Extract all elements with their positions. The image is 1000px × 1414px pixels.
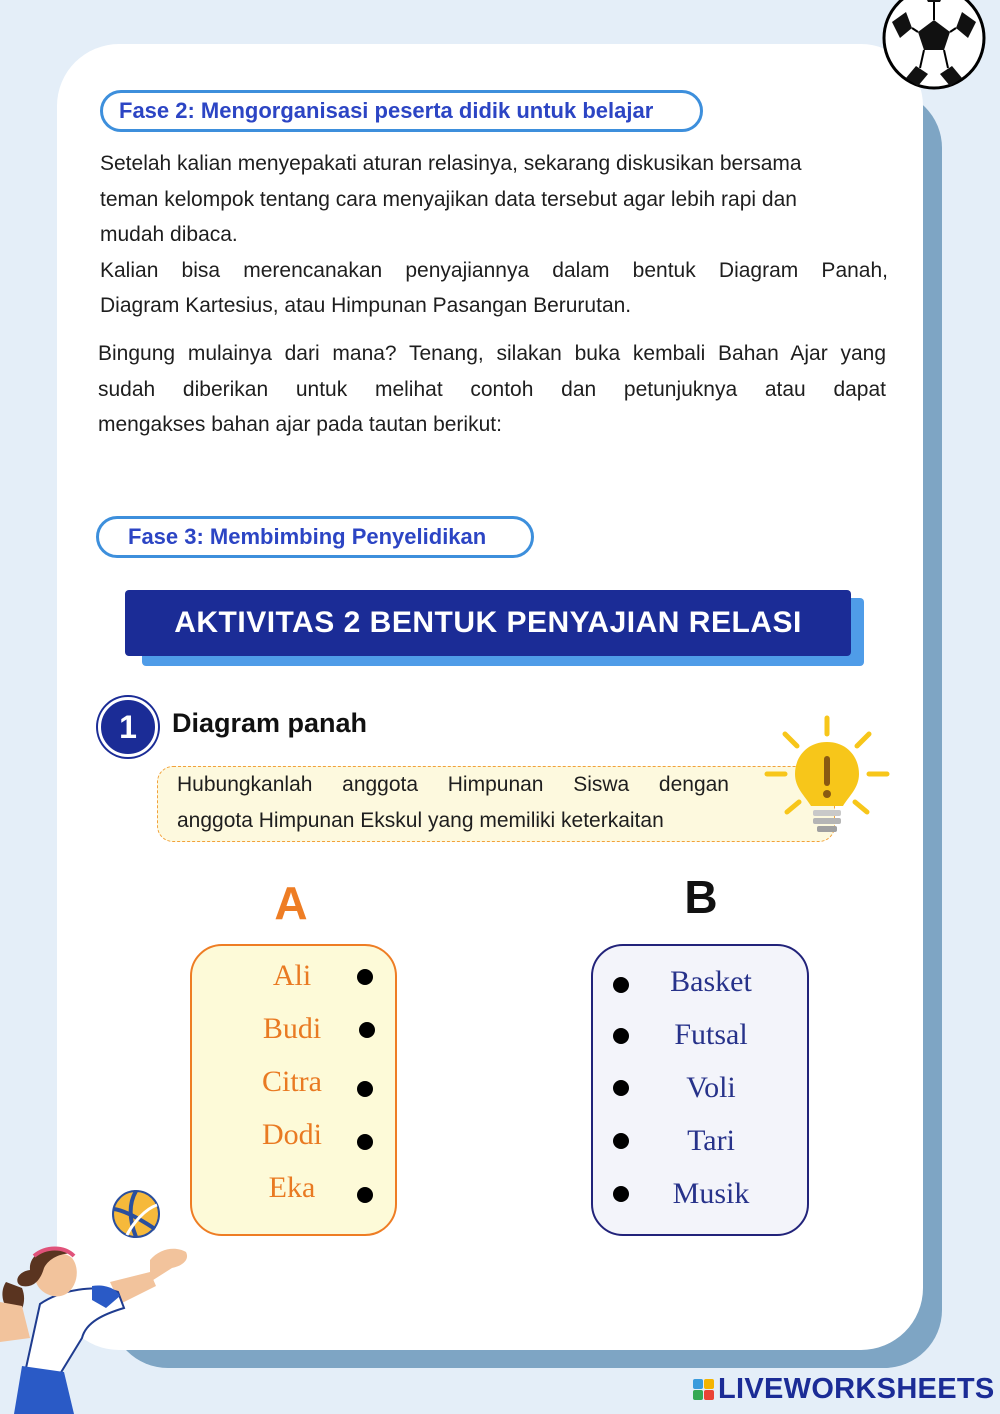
set-a-connector-dot[interactable]	[357, 1134, 373, 1150]
set-b-connector-dot[interactable]	[613, 1080, 629, 1096]
volleyball-icon	[111, 1189, 161, 1239]
paragraph-line: teman kelompok tentang cara menyajikan data tersebut agar lebih rapi dan	[100, 187, 797, 211]
step-title: Diagram panah	[172, 708, 368, 738]
set-a-item: Budi	[262, 1012, 322, 1045]
hint-line: anggota Himpunan Ekskul yang memiliki keterkaitan	[177, 808, 664, 832]
set-b-connector-dot[interactable]	[613, 977, 629, 993]
set-a-connector-dot[interactable]	[357, 1081, 373, 1097]
set-b-connector-dot[interactable]	[613, 1028, 629, 1044]
paragraph-line: Bingung mulainya dari mana? Tenang, silakan buka kembali Bahan Ajar yang	[98, 342, 886, 365]
liveworksheets-brand[interactable]	[693, 1373, 995, 1406]
set-a-item: Eka	[268, 1171, 316, 1204]
set-a-item: Dodi	[262, 1118, 322, 1151]
phase-2-label	[100, 90, 703, 132]
step-number: 1	[119, 708, 137, 745]
hint-text	[177, 767, 729, 838]
paragraph-line: mengakses bahan ajar pada tautan berikut:	[98, 413, 502, 436]
step-number-badge	[98, 697, 158, 757]
paragraph-line: Diagram Kartesius, atau Himpunan Pasangan Berurutan.	[100, 294, 632, 317]
set-a-item: Citra	[262, 1065, 322, 1098]
activity-banner	[125, 590, 851, 656]
set-a-connector-dot[interactable]	[357, 969, 373, 985]
set-b-connector-dot[interactable]	[613, 1186, 629, 1202]
phase-3-label-text: Fase 3: Membimbing Penyelidikan	[128, 524, 487, 549]
activity-title: AKTIVITAS 2 BENTUK PENYAJIAN RELASI	[174, 606, 802, 639]
set-b-item: Voli	[686, 1071, 736, 1104]
phase-3-label	[96, 516, 534, 558]
set-b-item: Futsal	[674, 1018, 748, 1051]
paragraph-line: Kalian bisa merencanakan penyajiannya dalam bentuk Diagram Panah,	[100, 258, 888, 282]
soccer-ball-icon	[878, 0, 990, 94]
set-a-item: Ali	[272, 959, 312, 992]
hint-line: Hubungkanlah anggota Himpunan Siswa dengan	[177, 773, 729, 796]
set-b-label: B	[684, 871, 718, 923]
phase-2-label-text: Fase 2: Mengorganisasi peserta didik untuk belajar	[119, 98, 654, 123]
set-a-connector-dot[interactable]	[359, 1022, 375, 1038]
brand-name: LIVEWORKSHEETS	[718, 1373, 995, 1405]
paragraph-line: mudah dibaca.	[100, 223, 238, 246]
set-b-connector-dot[interactable]	[613, 1133, 629, 1149]
paragraph-line: Setelah kalian menyepakati aturan relasinya, sekarang diskusikan bersama	[100, 152, 802, 175]
volleyball-player-illustration	[0, 1242, 196, 1414]
set-a-label: A	[274, 877, 308, 929]
phase-2-paragraph-2	[98, 336, 886, 443]
liveworksheets-logo-icon	[693, 1379, 714, 1400]
phase-2-paragraph-1	[100, 146, 888, 324]
lightbulb-icon	[763, 712, 891, 846]
paragraph-line: sudah diberikan untuk melihat contoh dan petunjuknya atau dapat	[98, 377, 886, 401]
set-b-item: Basket	[670, 965, 752, 998]
set-b-item: Tari	[687, 1124, 735, 1157]
set-b-item: Musik	[672, 1177, 750, 1210]
set-a-connector-dot[interactable]	[357, 1187, 373, 1203]
